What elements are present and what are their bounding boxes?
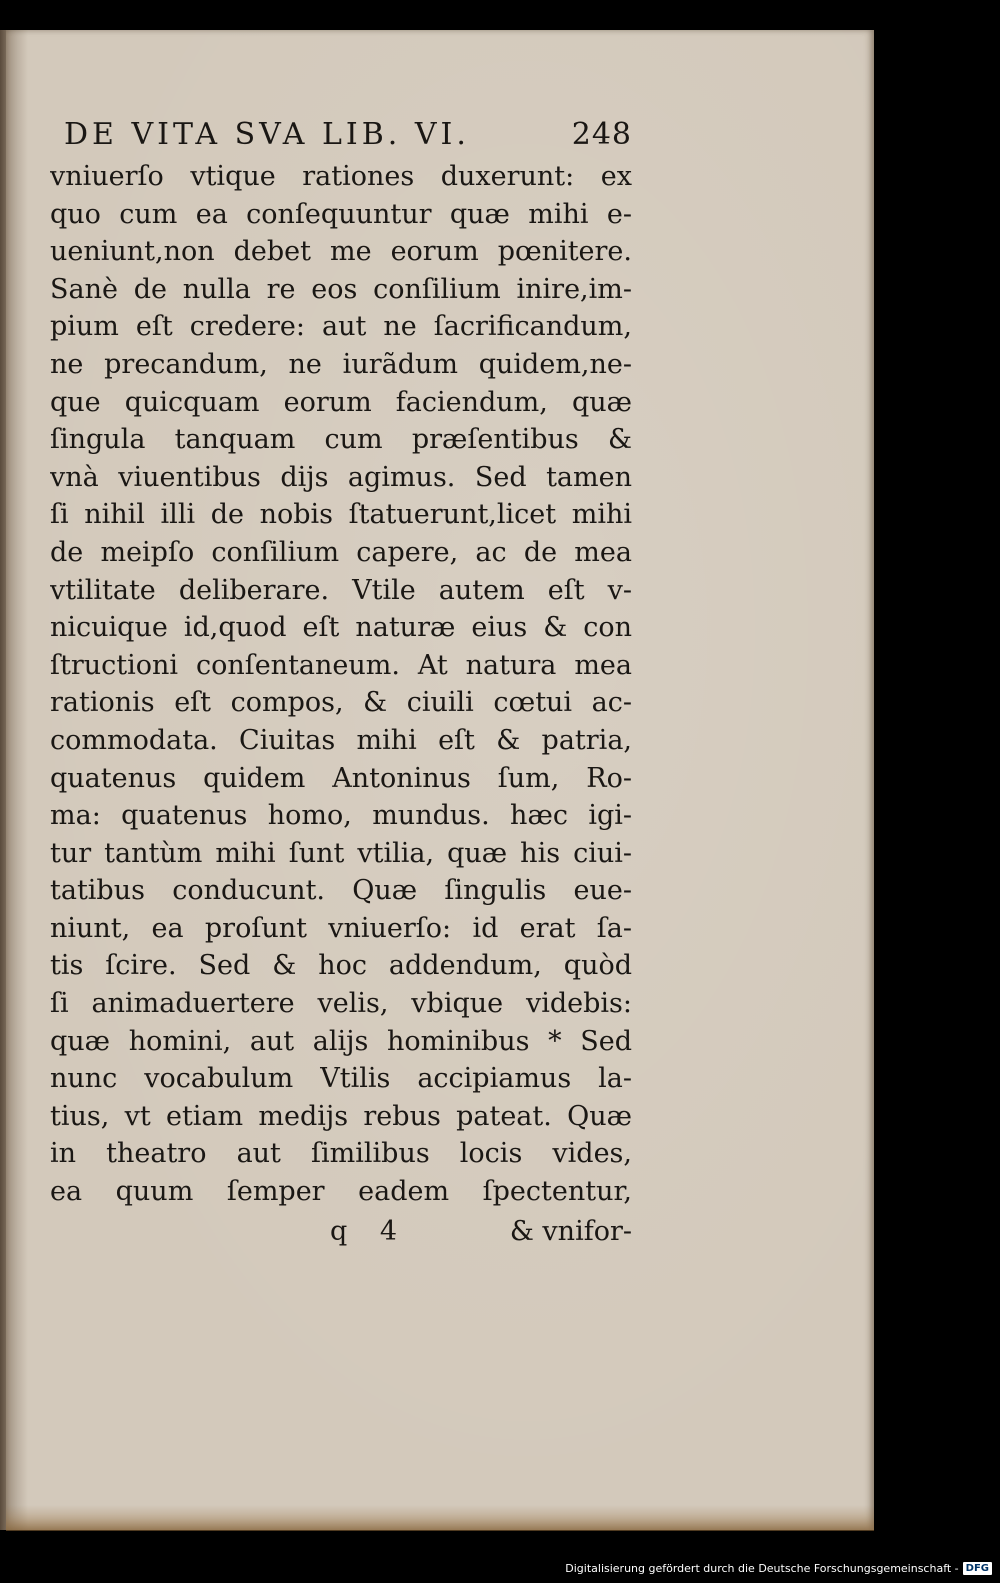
text-line: ſi animaduertere velis, vbique videbis: (50, 988, 632, 1020)
text-line: ne precandum, ne iurãdum quidem,ne- (50, 348, 632, 380)
text-line: ma: quatenus homo, mundus. hæc igi- (50, 800, 632, 832)
text-line: que quicquam eorum faciendum, quæ (50, 386, 632, 418)
text-line: tatibus conducunt. Quæ ſingulis eue- (50, 875, 632, 907)
credit-text: Digitalisierung gefördert durch die Deutsche Forschungsgemeinschaft - (565, 1561, 959, 1575)
text-line: commodata. Ciuitas mihi eſt & patria, (50, 724, 632, 756)
text-line: ſtructioni conſentaneum. At natura mea (50, 649, 632, 681)
running-header (64, 112, 632, 158)
text-line: ea quum ſemper eadem ſpectentur, (50, 1176, 632, 1208)
text-line: pium eſt credere: aut ne ſacrificandum, (50, 311, 632, 343)
running-title: DE VITA SVA LIB. VI. (64, 117, 470, 152)
text-line: Sanè de nulla re eos conſilium inire,im- (50, 273, 632, 305)
text-line: tur tantùm mihi ſunt vtilia, quæ his ciui- (50, 837, 632, 869)
text-line: ſi nihil illi de nobis ſtatuerunt,licet mihi (50, 499, 632, 531)
page-text-block (50, 112, 632, 1251)
dfg-logo: DFG (963, 1562, 992, 1575)
page-number: 248 (571, 117, 632, 152)
text-line: quo cum ea conſequuntur quæ mihi e- (50, 198, 632, 230)
text-line: ſingula tanquam cum præſentibus & (50, 424, 632, 456)
text-line: niunt, ea proſunt vniuerſo: id erat ſa- (50, 912, 632, 944)
signature-mark: q 4 (330, 1215, 410, 1247)
text-line: nunc vocabulum Vtilis accipiamus la- (50, 1063, 632, 1095)
body-text (50, 158, 632, 1211)
page-stain-edge (6, 1505, 874, 1531)
text-line: tius, vt etiam medijs rebus pateat. Quæ (50, 1100, 632, 1132)
text-line: vtilitate deliberare. Vtile autem eſt v- (50, 574, 632, 606)
text-line: quatenus quidem Antoninus ſum, Ro- (50, 762, 632, 794)
page-footer (50, 1213, 632, 1251)
text-line: tis ſcire. Sed & hoc addendum, quòd (50, 950, 632, 982)
text-line: vniuerſo vtique rationes duxerunt: ex (50, 161, 632, 192)
catchword: & vnifor- (509, 1215, 632, 1247)
text-line: quæ homini, aut alijs hominibus * Sed (50, 1025, 632, 1057)
text-line: in theatro aut ſimilibus locis vides, (50, 1138, 632, 1170)
text-line: de meipſo conſilium capere, ac de mea (50, 536, 632, 568)
text-line: vnà viuentibus dijs agimus. Sed tamen (50, 461, 632, 493)
text-line: nicuique id,quod eſt naturæ eius & con (50, 612, 632, 644)
text-line: rationis eſt compos, & ciuili cœtui ac- (50, 687, 632, 719)
text-line: ueniunt,non debet me eorum pœnitere. (50, 236, 632, 268)
digitization-credit (565, 1557, 992, 1579)
